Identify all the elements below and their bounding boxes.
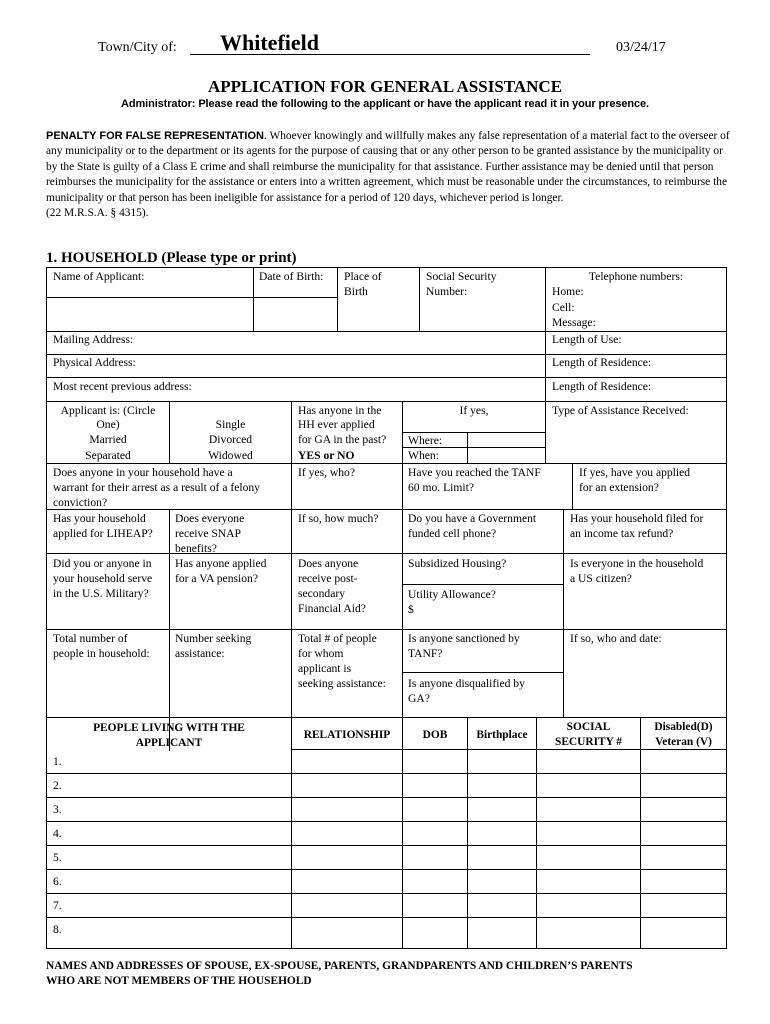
people-col-header-1: PEOPLE LIVING WITH THE (93, 722, 245, 734)
number-seeking-label-2: assistance: (175, 647, 225, 660)
name-of-applicant-label: Name of Applicant: (53, 270, 145, 283)
people-row-3[interactable]: 3. (53, 803, 62, 816)
place-of-birth-label-2: Birth (344, 285, 368, 298)
birthplace-col-header: Birthplace (476, 729, 528, 741)
single-option[interactable]: Single (215, 418, 246, 431)
physical-address-label[interactable]: Physical Address: (53, 356, 136, 369)
town-value[interactable]: Whitefield (220, 30, 319, 55)
penalty-body: . Whoever knowingly and willfully makes any false representation of a material fact to the overseer of any municipality or to the department or its agents for the purpose of causing that or any other person to be granted assistance by the municipality or by the State is guilty of a Class E crime and shall reimburse the municipality for that assistance. Further assistance may be denied until that person reimburses the municipality for the assistance or enters into a written agreement, which must be reasonable under the circumstances, to reimburse the municipality or that person has been ineligible for assistance for a period of 120 days, whichever period is longer. (46, 130, 730, 204)
financial-aid-label-4: Financial Aid? (298, 602, 366, 615)
grid-line (46, 869, 727, 870)
grid-line (169, 509, 170, 751)
grid-line (46, 629, 727, 630)
number-seeking-label-1: Number seeking (175, 632, 252, 645)
length-of-use-label[interactable]: Length of Use: (552, 333, 622, 346)
total-for-label-3: applicant is (298, 662, 352, 675)
grid-line (402, 584, 563, 585)
grid-line (419, 267, 420, 331)
disabled-col-header-2: Veteran (V) (655, 736, 712, 748)
town-label: Town/City of: (98, 40, 177, 55)
people-row-5[interactable]: 5. (53, 851, 62, 864)
people-row-8[interactable]: 8. (53, 923, 62, 936)
gov-phone-label-2: funded cell phone? (408, 527, 497, 540)
cell-phone-label[interactable]: Cell: (552, 301, 575, 314)
form-header (0, 30, 770, 60)
ssn-col-header-2: SECURITY # (555, 736, 622, 748)
tanf-label-2: 60 mo. Limit? (408, 481, 475, 494)
people-row-6[interactable]: 6. (53, 875, 62, 888)
penalty-paragraph (46, 129, 736, 221)
grid-line (572, 463, 573, 509)
financial-aid-label-3: secondary (298, 587, 345, 600)
if-yes-label: If yes, (459, 404, 489, 417)
grid-line (545, 331, 546, 401)
grid-line (46, 267, 47, 949)
previous-length-of-residence-label[interactable]: Length of Residence: (552, 380, 652, 393)
va-pension-label-2: for a VA pension? (175, 572, 258, 585)
penalty-citation: (22 M.R.S.A. § 4315). (46, 207, 149, 220)
grid-line (402, 401, 403, 751)
ssn-label-1: Social Security (426, 270, 497, 283)
message-phone-label[interactable]: Message: (552, 316, 596, 329)
relationship-col-header: RELATIONSHIP (303, 729, 391, 741)
liheap-label-2: applied for LIHEAP? (53, 527, 153, 540)
people-row-4[interactable]: 4. (53, 827, 62, 840)
snap-label-2: receive SNAP (175, 527, 242, 540)
non-household-heading-2: WHO ARE NOT MEMBERS OF THE HOUSEHOLD (46, 975, 312, 987)
where-label[interactable]: Where: (408, 434, 443, 447)
grid-line (46, 797, 727, 798)
yes-no-option[interactable]: YES or NO (298, 449, 355, 462)
who-and-date-label[interactable]: If so, who and date: (570, 632, 662, 645)
grid-line (46, 821, 727, 822)
subsidized-housing-label[interactable]: Subsidized Housing? (408, 557, 507, 570)
military-label-1: Did you or anyone in (53, 557, 152, 570)
financial-aid-label-1: Does anyone (298, 557, 359, 570)
grid-line (726, 267, 727, 949)
non-household-heading-1: NAMES AND ADDRESSES OF SPOUSE, EX-SPOUSE, PARENTS, GRANDPARENTS AND CHILDREN’S PARENTS (46, 960, 633, 972)
applicant-is-label-2: One) (96, 418, 120, 431)
ga-past-label-1: Has anyone in the (298, 404, 382, 417)
citizen-label-1: Is everyone in the household (570, 557, 704, 570)
household-form-grid (46, 267, 727, 949)
utility-allowance-amount[interactable]: $ (408, 603, 414, 616)
grid-line (563, 509, 564, 717)
total-for-label-4: seeking assistance: (298, 677, 386, 690)
applicant-is-label-1: Applicant is: (Circle (60, 404, 156, 417)
admin-note: Administrator: Please read the following to the applicant or have the applicant read it in your presence. (120, 98, 649, 110)
previous-address-label[interactable]: Most recent previous address: (53, 380, 192, 393)
date-of-birth-label: Date of Birth: (259, 270, 324, 283)
grid-line (46, 845, 727, 846)
ssn-label-2: Number: (426, 285, 468, 298)
grid-line (46, 377, 727, 378)
mailing-address-label[interactable]: Mailing Address: (53, 333, 134, 346)
dob-col-header: DOB (422, 729, 448, 741)
widowed-option[interactable]: Widowed (208, 449, 253, 462)
people-row-1[interactable]: 1. (53, 755, 62, 768)
length-of-residence-label[interactable]: Length of Residence: (552, 356, 652, 369)
total-for-label-2: for whom (298, 647, 344, 660)
va-pension-label-1: Has anyone applied (175, 557, 267, 570)
date-of-birth-field[interactable] (254, 298, 336, 330)
ga-past-label-2: HH ever applied (298, 418, 375, 431)
ssn-col-header-1: SOCIAL (566, 721, 611, 733)
total-for-label-1: Total # of people (298, 632, 377, 645)
if-yes-who-label[interactable]: If yes, who? (298, 466, 355, 479)
type-of-assistance-label[interactable]: Type of Assistance Received: (552, 404, 689, 417)
grid-line (46, 509, 727, 510)
grid-line (46, 331, 727, 332)
married-option[interactable]: Married (89, 433, 127, 446)
gov-phone-label-1: Do you have a Government (408, 512, 537, 525)
grid-line (46, 267, 727, 268)
people-col-header-2: APPLICANT (135, 737, 203, 749)
warrant-label-1: Does anyone in your household have a (53, 466, 233, 479)
divorced-option[interactable]: Divorced (208, 433, 253, 446)
name-of-applicant-field[interactable] (47, 298, 252, 330)
home-phone-label[interactable]: Home: (552, 285, 584, 298)
non-household-heading (46, 959, 736, 989)
form-date: 03/24/17 (616, 40, 666, 55)
ga-past-label-3: for GA in the past? (298, 433, 387, 446)
section-household-heading: 1. HOUSEHOLD (Please type or print) (46, 250, 297, 266)
grid-line (46, 948, 727, 949)
disqualified-label-1: Is anyone disqualified by (408, 677, 525, 690)
telephone-label: Telephone numbers: (588, 270, 684, 283)
utility-allowance-label: Utility Allowance? (408, 588, 496, 601)
people-row-7[interactable]: 7. (53, 899, 62, 912)
financial-aid-label-2: receive post- (298, 572, 358, 585)
warrant-label-3: conviction? (53, 496, 108, 509)
grid-line (337, 267, 338, 331)
grid-line (640, 717, 641, 949)
warrant-label-2: warrant for their arrest as a result of a felony (53, 481, 260, 494)
sanctioned-label-1: Is anyone sanctioned by (408, 632, 520, 645)
military-label-3: in the U.S. Military? (53, 587, 149, 600)
grid-line (291, 717, 292, 949)
grid-line (46, 773, 727, 774)
grid-line (402, 672, 563, 673)
people-row-2[interactable]: 2. (53, 779, 62, 792)
form-title: APPLICATION FOR GENERAL ASSISTANCE (207, 77, 563, 96)
tax-refund-label-2: an income tax refund? (570, 527, 674, 540)
snap-label-3: benefits? (175, 542, 217, 555)
grid-line (467, 717, 468, 949)
grid-line (536, 717, 537, 949)
tax-refund-label-1: Has your household filed for (570, 512, 704, 525)
extension-label-2: for an extension? (579, 481, 659, 494)
how-much-label[interactable]: If so, how much? (298, 512, 379, 525)
total-people-label-1: Total number of (53, 632, 128, 645)
grid-line (46, 917, 727, 918)
total-people-label-2: people in household: (53, 647, 150, 660)
separated-option[interactable]: Separated (85, 449, 131, 462)
grid-line (402, 717, 403, 949)
penalty-heading: PENALTY FOR FALSE REPRESENTATION (46, 130, 264, 142)
grid-line (545, 401, 546, 463)
grid-line (46, 401, 727, 402)
place-of-birth-label-1: Place of (344, 270, 382, 283)
grid-line (291, 401, 292, 751)
grid-line (46, 893, 727, 894)
citizen-label-2: a US citizen? (570, 572, 632, 585)
when-label[interactable]: When: (408, 449, 439, 462)
grid-line (46, 553, 727, 554)
disqualified-label-2: GA? (408, 692, 430, 705)
sanctioned-label-2: TANF? (408, 647, 443, 660)
snap-label-1: Does everyone (175, 512, 245, 525)
military-label-2: your household serve (53, 572, 153, 585)
extension-label-1: If yes, have you applied (579, 466, 691, 479)
disabled-col-header-1: Disabled(D) (654, 721, 713, 733)
liheap-label-1: Has your household (53, 512, 146, 525)
grid-line (46, 717, 727, 718)
tanf-label-1: Have you reached the TANF (408, 466, 541, 479)
